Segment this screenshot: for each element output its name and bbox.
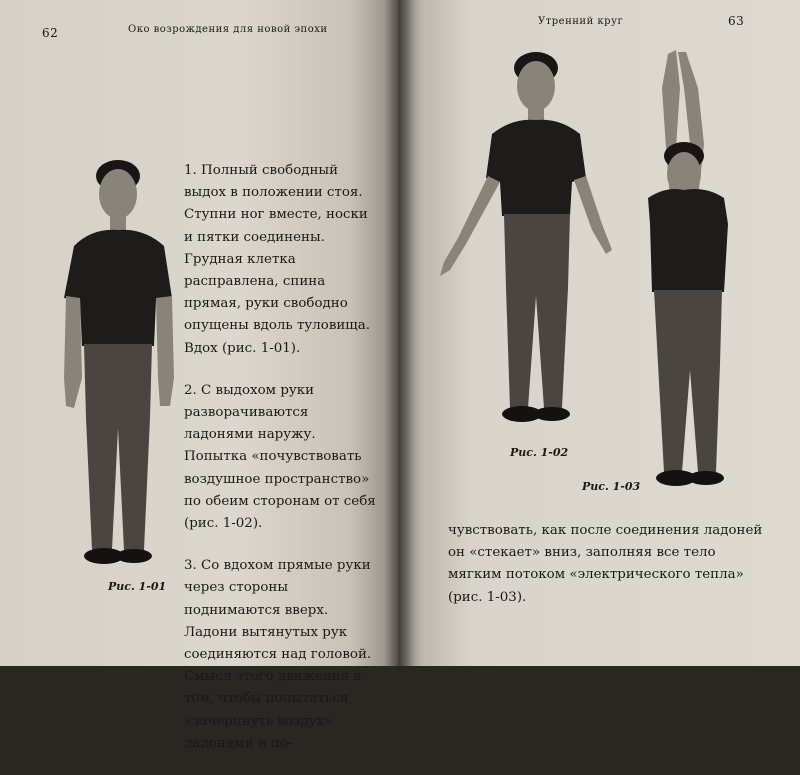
figure-1-03-arms-raised-man: [640, 48, 740, 496]
figure-1-02-arms-out-man: [436, 48, 626, 434]
paragraph-3: 3. Со вдохом прямые руки через стороны поднимаются вверх. Ладони вытянутых рук соединяются над головой. Смысл этого движения в том, чтобы попытаться «зачерпнуть воздух» ладонями и по-: [184, 558, 372, 751]
left-body-text: [184, 160, 380, 775]
right-page-number: 63: [728, 14, 745, 28]
paragraph-1: 1. Полный свободный выдох в положении стоя. Ступни ног вместе, носки и пятки соединены. Грудная клетка расправлена, спина прямая, руки свободно опущены вдоль туловища. Вдох (рис. 1-01).: [184, 163, 370, 356]
figure-caption-1-01: Рис. 1-01: [108, 580, 167, 593]
figure-caption-1-02: Рис. 1-02: [510, 446, 569, 459]
right-running-header: Утренний круг: [538, 16, 624, 27]
left-page-number: 62: [42, 26, 59, 40]
book-gutter: [384, 0, 414, 666]
paragraph-2: 2. С выдохом руки разворачиваются ладонями наружу. Попытка «почувствовать воздушное пространство» по обеим сторонам от себя (рис. 1-02).: [184, 382, 376, 532]
right-body-text: чувствовать, как после соединения ладоней он «стекает» вниз, заполняя все тело мягким потоком «электрического тепла» (рис. 1-03).: [448, 523, 763, 605]
left-page: [0, 0, 398, 751]
figure-1-01-standing-man: [52, 158, 182, 578]
left-running-header: Око возрождения для новой эпохи: [128, 24, 328, 35]
figure-caption-1-03: Рис. 1-03: [582, 480, 641, 493]
